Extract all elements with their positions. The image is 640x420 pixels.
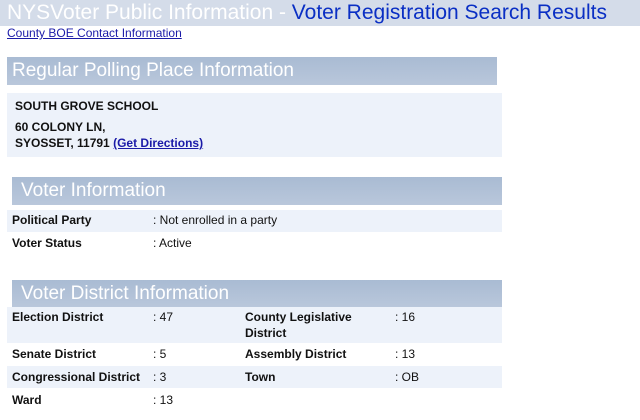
polling-place-city-zip: SYOSSET, 11791: [15, 136, 110, 150]
polling-place-header: Regular Polling Place Information: [7, 57, 497, 85]
congressional-district-label: Congressional District: [12, 370, 141, 384]
county-boe-contact-link[interactable]: County BOE Contact Information: [7, 26, 182, 40]
voter-status-value: : Active: [153, 236, 192, 250]
district-row-2: [7, 344, 502, 364]
political-party-label: Political Party: [12, 213, 92, 227]
title-prefix: NYSVoter Public Information -: [7, 1, 292, 24]
election-district-label: Election District: [12, 310, 104, 324]
polling-place-city: [15, 136, 203, 150]
get-directions-link[interactable]: (Get Directions): [113, 136, 204, 150]
title-search-results: Voter Registration Search Results: [291, 1, 607, 24]
district-row-1: [7, 307, 502, 343]
ward-label: Ward: [12, 393, 42, 407]
town-value: : OB: [395, 370, 420, 384]
political-party-row: [7, 210, 502, 232]
assembly-district-value: : 13: [395, 347, 416, 361]
ward-value: : 13: [153, 393, 174, 407]
town-label: Town: [245, 370, 276, 384]
polling-place-box: [7, 93, 502, 157]
senate-district-label: Senate District: [12, 347, 97, 361]
election-district-value: : 47: [153, 310, 174, 324]
polling-place-name: SOUTH GROVE SCHOOL: [15, 99, 159, 113]
senate-district-value: : 5: [153, 347, 167, 361]
voter-status-row: [7, 233, 502, 253]
congressional-district-value: : 3: [153, 370, 167, 384]
political-party-value: : Not enrolled in a party: [153, 213, 278, 227]
district-row-4: [7, 389, 502, 409]
voter-status-label: Voter Status: [12, 236, 82, 250]
voter-info-header: Voter Information: [12, 177, 502, 205]
county-legislative-label-line1: County Legislative: [245, 310, 352, 324]
polling-place-street: 60 COLONY LN,: [15, 120, 106, 134]
county-legislative-label-line2: District: [245, 326, 287, 340]
voter-district-header: Voter District Information: [12, 280, 502, 307]
county-legislative-value: : 16: [395, 310, 416, 324]
assembly-district-label: Assembly District: [245, 347, 347, 361]
district-row-3: [7, 366, 502, 388]
page-title: [0, 0, 640, 26]
